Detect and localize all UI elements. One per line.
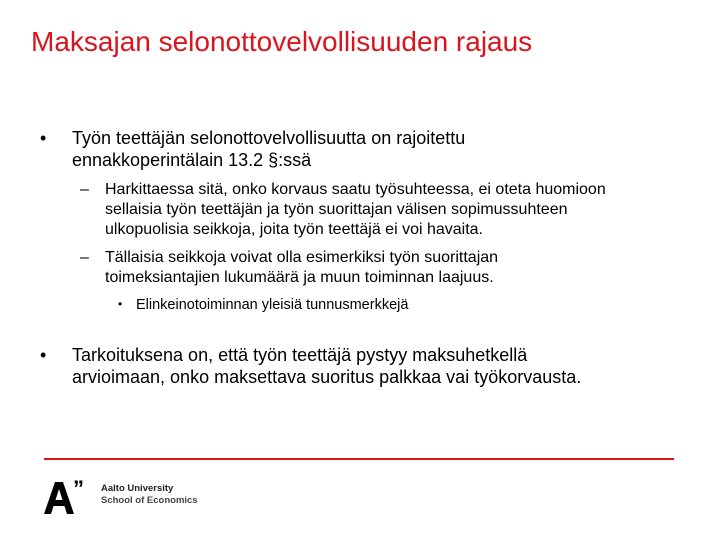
- bullet-1-line-2: ennakkoperintälain 13.2 §:ssä: [72, 150, 312, 170]
- dash-marker: –: [80, 249, 89, 266]
- aalto-logo: [44, 480, 94, 516]
- school-name: School of Economics: [101, 495, 198, 506]
- sub-bullet-1-line-2: sellaisia työn teettäjän ja työn suorittajan välisen sopimussuhteen: [105, 201, 568, 218]
- bullet-2-line-2: arvioimaan, onko maksettava suoritus palkkaa vai työkorvausta.: [72, 367, 582, 387]
- sub-bullet-2-line-1: Tällaisia seikkoja voivat olla esimerkiksi työn suorittajan: [105, 249, 499, 266]
- sub-sub-bullet-text: Elinkeinotoiminnan yleisiä tunnusmerkkejä: [136, 297, 409, 313]
- sub-bullet-1-line-1: Harkittaessa sitä, onko korvaus saatu työsuhteessa, ei oteta huomioon: [105, 181, 606, 198]
- logo-quote-mark: ”: [73, 480, 84, 501]
- slide-title: Maksajan selonottovelvollisuuden rajaus: [31, 26, 533, 57]
- bullet-2-line-1: Tarkoituksena on, että työn teettäjä pystyy maksuhetkellä: [72, 345, 528, 365]
- sub-bullet-1-line-3: ulkopuolisia seikkoja, joita työn teettäjä ei voi havaita.: [105, 221, 483, 238]
- logo-wordmark: [101, 483, 198, 507]
- sub-bullet-2-line-2: toimeksiantajien lukumäärä ja muun toiminnan laajuus.: [105, 269, 494, 286]
- footer-divider: [44, 458, 674, 460]
- university-name: Aalto University: [101, 483, 174, 494]
- bullet-1-line-1: Työn teettäjän selonottovelvollisuutta on rajoitettu: [72, 128, 466, 148]
- bullet-marker: •: [40, 128, 47, 148]
- bullet-marker: •: [118, 297, 123, 311]
- dash-marker: –: [80, 181, 89, 198]
- bullet-marker: •: [40, 345, 47, 365]
